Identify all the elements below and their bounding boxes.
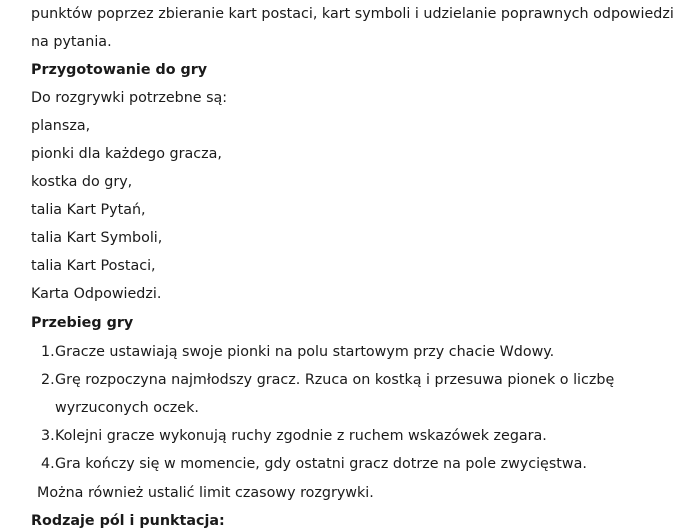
section-heading-fields: Rodzaje pól i punktacja: [31, 513, 225, 529]
list-item: talia Kart Symboli, [31, 230, 163, 246]
section-heading-preparation: Przygotowanie do gry [31, 62, 208, 78]
section-heading-course: Przebieg gry [31, 315, 134, 331]
step-number: 4. [41, 456, 55, 472]
step-number: 1. [41, 344, 55, 360]
step-text: Gra kończy się w momencie, gdy ostatni gracz dotrze na pole zwycięstwa. [55, 456, 587, 472]
list-item: plansza, [31, 118, 91, 134]
intro-text-line-1: punktów poprzez zbieranie kart postaci, kart symboli i udzielanie poprawnych odpowiedzi [31, 6, 674, 22]
list-item: talia Kart Pytań, [31, 202, 146, 218]
list-item: Karta Odpowiedzi. [31, 286, 162, 302]
step-text: Grę rozpoczyna najmłodszy gracz. Rzuca on kostką i przesuwa pionek o liczbę [55, 372, 615, 388]
list-item: talia Kart Postaci, [31, 258, 156, 274]
course-note: Można również ustalić limit czasowy rozgrywki. [37, 485, 374, 501]
step-number: 2. [41, 372, 55, 388]
preparation-lead: Do rozgrywki potrzebne są: [31, 90, 228, 106]
list-item: kostka do gry, [31, 174, 133, 190]
step-text: Gracze ustawiają swoje pionki na polu startowym przy chacie Wdowy. [55, 344, 555, 360]
step-number: 3. [41, 428, 55, 444]
intro-text-line-2: na pytania. [31, 34, 112, 50]
step-text: Kolejni gracze wykonują ruchy zgodnie z ruchem wskazówek zegara. [55, 428, 547, 444]
list-item: pionki dla każdego gracza, [31, 146, 222, 162]
step-text-continuation: wyrzuconych oczek. [55, 400, 199, 416]
